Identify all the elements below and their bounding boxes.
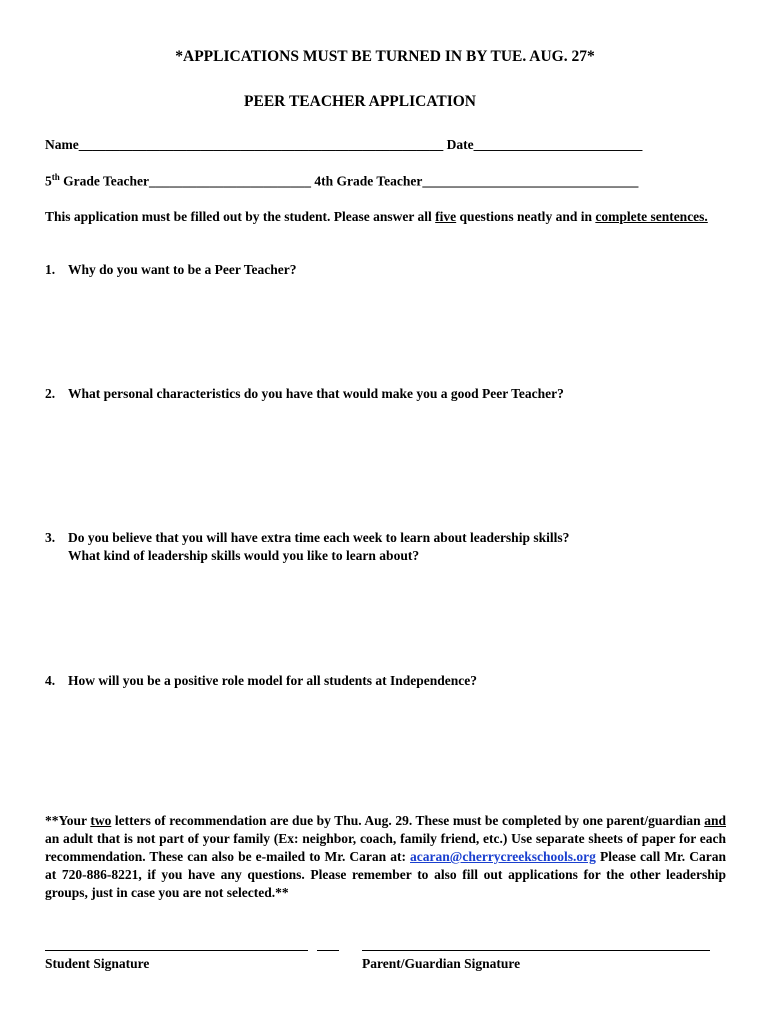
instructions — [45, 208, 726, 226]
fifth-grade-number: 5 — [45, 173, 52, 189]
parent-signature-label: Parent/Guardian Signature — [362, 956, 521, 971]
fifth-grade-teacher-field[interactable]: ________________________ — [149, 173, 312, 189]
page-title: PEER TEACHER APPLICATION — [244, 93, 476, 110]
question-number: 3. — [45, 530, 56, 545]
recommendation-note — [45, 812, 726, 902]
note-text-2: letters of recommendation are due by Thu. Aug. 29. These must be completed by one parent/guardian — [111, 813, 705, 828]
fifth-grade-suffix: th — [51, 172, 60, 182]
student-signature-line[interactable] — [45, 950, 308, 951]
parent-signature-line[interactable] — [362, 950, 710, 951]
note-text-4: Please call Mr. Caran at 720-886-8221, if you have any questions. Please remember to also fill out applications for the other leadership groups, just in case you are not selected.** — [45, 849, 726, 900]
question-number: 4. — [45, 673, 56, 688]
fourth-grade-teacher-field[interactable]: ________________________________ — [422, 173, 639, 189]
instructions-text-2: questions neatly and in — [456, 209, 596, 224]
name-label: Name — [45, 137, 79, 152]
question-text: Do you believe that you will have extra time each week to learn about leadership skills? — [68, 530, 570, 545]
instructions-complete: complete sentences. — [595, 209, 708, 224]
instructions-text-1: This application must be filled out by the student. Please answer all — [45, 209, 436, 224]
question-3 — [45, 529, 569, 565]
note-text-3: an adult that is not part of your family (Ex: neighbor, coach, family friend, etc.) Use separate sheets of paper for each recommendation. These can also be e-mailed to Mr. Caran at: — [45, 831, 726, 864]
note-and: and — [704, 813, 726, 828]
name-date-row — [45, 137, 642, 153]
student-signature-label: Student Signature — [45, 956, 150, 971]
question-number: 2. — [45, 386, 56, 401]
question-text-line-2: What kind of leadership skills would you like to learn about? — [68, 548, 420, 563]
question-4 — [45, 673, 477, 689]
instructions-five: five — [435, 209, 457, 224]
question-text: What personal characteristics do you have that would make you a good Peer Teacher? — [68, 386, 564, 401]
question-text: How will you be a positive role model for all students at Independence? — [68, 673, 478, 688]
question-2 — [45, 386, 564, 402]
date-label: Date — [446, 137, 474, 152]
date-field[interactable]: _________________________ — [473, 137, 643, 152]
question-text: Why do you want to be a Peer Teacher? — [68, 262, 297, 277]
deadline-notice: *APPLICATIONS MUST BE TURNED IN BY TUE. AUG. 27* — [175, 48, 595, 65]
fourth-grade-label: 4th Grade Teacher — [314, 173, 423, 189]
fifth-grade-label: Grade Teacher — [59, 173, 150, 189]
teacher-row — [45, 172, 638, 190]
signature-divider-line — [317, 950, 339, 951]
note-two: two — [90, 813, 112, 828]
question-1 — [45, 262, 297, 278]
name-field[interactable]: ______________________________________________________ — [78, 137, 444, 152]
question-number: 1. — [45, 262, 56, 277]
note-text-1: **Your — [45, 813, 91, 828]
email-link[interactable]: acaran@cherrycreekschools.org — [410, 849, 596, 864]
